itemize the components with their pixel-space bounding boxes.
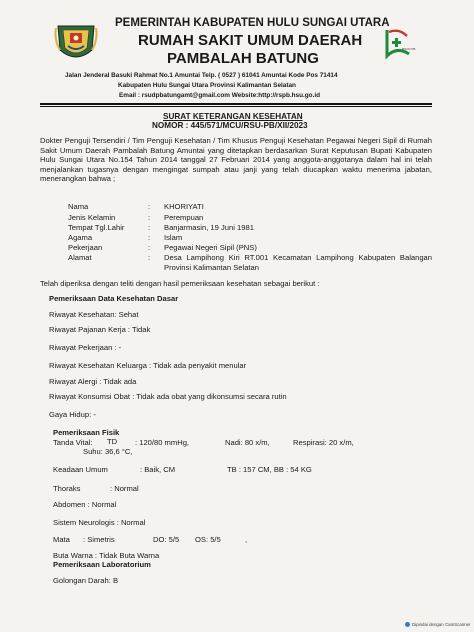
exam-intro: Telah diperiksa dengan teliti dengan hasil pemeriksaan kesehatan sebagai berikut : <box>40 279 320 288</box>
header-divider-thin <box>40 106 432 107</box>
mata-comma: , <box>245 535 248 544</box>
scanner-watermark-text: Dipindai dengan CamScanner <box>412 622 471 627</box>
riwayat-kesehatan: Riwayat Kesehatan: Sehat <box>49 310 139 319</box>
mata-label: Mata <box>53 535 70 544</box>
do-value: DO: 5/5 <box>153 535 180 544</box>
riwayat-pajanan: Riwayat Pajanan Kerja : Tidak <box>49 325 151 334</box>
keadaan-umum-label: Keadaan Umum <box>53 465 108 474</box>
section-lab-title: Pemeriksaan Laboratorium <box>53 560 151 569</box>
header-government-line: PEMERINTAH KABUPATEN HULU SUNGAI UTARA <box>115 17 390 29</box>
identity-label-gender: Jenis Kelamin <box>68 213 116 222</box>
riwayat-pekerjaan: Riwayat Pekerjaan : - <box>49 343 122 352</box>
td-value: : 120/80 mmHg, <box>135 438 190 447</box>
identity-colon: : <box>148 253 151 262</box>
identity-label-address: Alamat <box>68 253 92 262</box>
identity-colon: : <box>148 223 151 232</box>
header-hospital-line: RUMAH SAKIT UMUM DAERAH <box>138 32 363 49</box>
section-physical-title: Pemeriksaan Fisik <box>53 428 120 437</box>
hospital-logo-text: RSUD PB <box>402 47 416 51</box>
thoraks-label: Thoraks <box>53 484 81 493</box>
identity-label-job: Pekerjaan <box>68 243 103 252</box>
identity-label-birth: Tempat Tgl.Lahir <box>68 223 125 232</box>
document-title: SURAT KETERANGAN KESEHATAN <box>163 112 303 121</box>
header-divider-thick <box>40 103 432 105</box>
regency-emblem-icon <box>54 20 98 64</box>
riwayat-alergi: Riwayat Alergi : Tidak ada <box>49 377 137 386</box>
identity-colon: : <box>148 202 151 211</box>
identity-colon: : <box>148 243 151 252</box>
hospital-logo-icon <box>383 26 416 62</box>
identity-value-nama: KHORIYATI <box>164 202 204 211</box>
td-label: TD <box>107 437 118 446</box>
vital-signs-label: Tanda Vital: <box>53 438 93 447</box>
document-number: NOMOR : 445/571/MCU/RSU-PB/XII/2023 <box>152 121 308 130</box>
tb-bb-value: TB : 157 CM, BB : 54 KG <box>227 465 312 474</box>
identity-value-religion: Islam <box>164 233 183 242</box>
header-province: Kabupaten Hulu Sungai Utara Provinsi Kalimantan Selatan <box>118 82 296 89</box>
suhu-value: Suhu: 36,6 °C, <box>83 447 133 456</box>
header-contact: Email : rsudpbatungamt@gmail.com Website:http://rspb.hsu.go.id <box>119 92 321 99</box>
golongan-darah-value: Golongan Darah: B <box>53 576 119 585</box>
abdomen-value: Abdomen : Normal <box>53 500 117 509</box>
header-hospital-name: PAMBALAH BATUNG <box>167 50 319 67</box>
camscanner-icon <box>405 622 410 627</box>
identity-value-address: Desa Lampihong Kiri RT.001 Kecamatan Lampihong Kabupaten Balangan Provinsi Kalimantan Selatan <box>164 253 432 272</box>
identity-value-gender: Perempuan <box>164 213 204 222</box>
thoraks-value: : Normal <box>110 484 139 493</box>
identity-value-job: Pegawai Negeri Sipil (PNS) <box>164 243 257 252</box>
neurologis-value: Sistem Neurologis : Normal <box>53 518 146 527</box>
section-basic-title: Pemeriksaan Data Kesehatan Dasar <box>49 294 179 303</box>
identity-value-birth: Banjarmasin, 19 Juni 1981 <box>164 223 254 232</box>
identity-label-nama: Nama <box>68 202 89 211</box>
identity-colon: : <box>148 233 151 242</box>
os-value: OS: 5/5 <box>195 535 221 544</box>
gaya-hidup: Gaya Hidup: - <box>49 410 96 419</box>
riwayat-keluarga: Riwayat Kesehatan Keluarga : Tidak ada penyakit menular <box>49 361 247 370</box>
identity-colon: : <box>148 213 151 222</box>
respirasi-value: Respirasi: 20 x/m, <box>293 438 354 447</box>
riwayat-obat: Riwayat Konsumsi Obat : Tidak ada obat yang dikonsumsi secara rutin <box>49 392 287 401</box>
identity-label-religion: Agama <box>68 233 93 242</box>
mata-value: : Simetris <box>83 535 115 544</box>
header-address: Jalan Jenderal Basuki Rahmat No.1 Amuntai Telp. ( 0527 ) 61041 Amuntai Kode Pos 71414 <box>65 72 338 79</box>
scanner-watermark <box>405 622 471 627</box>
buta-warna-value: Buta Warna : Tidak Buta Warna <box>53 551 160 560</box>
nadi-value: Nadi: 80 x/m, <box>225 438 270 447</box>
intro-paragraph: Dokter Penguji Tersendiri / Tim Penguji Kesehatan / Tim Khusus Penguji Kesehatan Pegawai Negeri Sipil di Rumah Sakit Umum Daerah Pambalah Batung Amuntai yang ditetapkan berdasarkan Surat Keputusan Bupati Kabupaten Hulu Sungai Utara No.154 Tahun 2014 tanggal 27 Februari 2014 yang anggota-anggotanya dalam hal ini telah menjalankan tugasnya dengan mengingat sumpah atau janji yang telah diucapkan waktu menerima jabatan, menerangkan bahwa ; <box>40 136 432 184</box>
keadaan-umum-value: : Baik, CM <box>140 465 176 474</box>
